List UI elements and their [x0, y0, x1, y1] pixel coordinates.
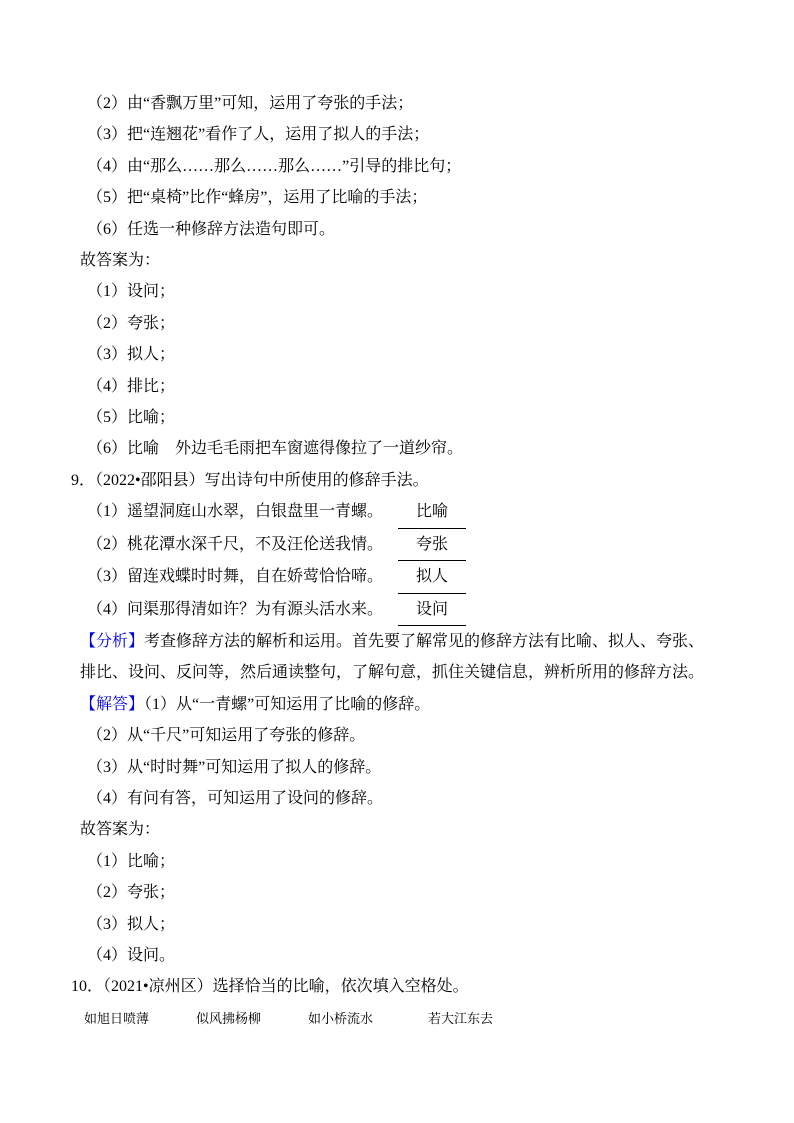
- solution-item: （2）从“千尺”可知运用了夸张的修辞。: [87, 727, 366, 745]
- analysis-text: 排比、设问、反问等，然后通读整句，了解句意，抓住关键信息，辨析所用的修辞方法。: [80, 664, 705, 682]
- option-item: 如小桥流水: [308, 1010, 374, 1026]
- q9-poem-item: [0, 496, 794, 528]
- q9-answer-line: （3）拟人；: [87, 915, 176, 933]
- q8-answer-line: （2）夸张；: [87, 314, 176, 332]
- solution-paragraph-line: [0, 689, 794, 720]
- q10-question-line: [0, 971, 794, 1002]
- solution-section-label: 【解答】: [80, 695, 145, 713]
- poem-text: （2）桃花潭水深千尺，不及汪伦送我情。: [87, 535, 384, 553]
- q9-answer-line: （4）设问。: [87, 946, 176, 964]
- option-item: 如旭日喷薄: [84, 1010, 150, 1026]
- answer-blank[interactable]: [398, 594, 466, 626]
- q10-options-row: [0, 1003, 794, 1034]
- q8-solution-item: （3）把“连翘花”看作了人，运用了拟人的手法；: [87, 126, 430, 144]
- answer-blank-text: 设问: [416, 600, 449, 618]
- answer-blank[interactable]: [398, 529, 466, 561]
- q8-solution-item: （6）任选一种修辞方法造句即可。: [87, 220, 336, 238]
- analysis-paragraph-line: [0, 657, 794, 688]
- q8-answer-line: （1）设问；: [87, 283, 176, 301]
- analysis-paragraph-line: [0, 626, 794, 657]
- q9-poem-item: [0, 561, 794, 593]
- q8-answer-line: （5）比喻；: [87, 409, 176, 427]
- q8-answer-line: （6）比喻 外边毛毛雨把车窗遮得像拉了一道纱帘。: [87, 440, 464, 458]
- poem-text: （4）问渠那得清如许？为有源头活水来。: [87, 600, 384, 618]
- q8-solution-item: （5）把“桌椅”比作“蜂房”，运用了比喻的手法；: [87, 189, 428, 207]
- solution-item: （4）有问有答，可知运用了设问的修辞。: [87, 789, 384, 807]
- solution-text: （1）从“一青螺”可知运用了比喻的修辞。: [144, 695, 431, 713]
- solution-item: （3）从“时时舞”可知运用了拟人的修辞。: [87, 758, 382, 776]
- q9-poem-item: [0, 529, 794, 561]
- answer-blank-text: 夸张: [416, 535, 449, 553]
- q9-number: 9．: [71, 471, 96, 489]
- option-item: 似风拂杨柳: [196, 1010, 262, 1026]
- q8-answer-line: （3）拟人；: [87, 346, 176, 364]
- q8-answer-line: （4）排比；: [87, 377, 176, 395]
- answer-blank-text: 拟人: [416, 568, 449, 586]
- poem-text: （1）遥望洞庭山水翠，白银盘里一青螺。: [87, 503, 384, 521]
- q9-title: （2022•邵阳县）写出诗句中所使用的修辞手法。: [95, 471, 429, 489]
- poem-text: （3）留连戏蝶时时舞，自在娇莺恰恰啼。: [87, 568, 384, 586]
- q8-solution-item: （2）由“香飘万里”可知，运用了夸张的手法；: [87, 95, 414, 112]
- q8-solution-item: （4）由“那么……那么……那么……”引导的排比句；: [87, 157, 462, 175]
- q10-number: 10．: [71, 978, 104, 996]
- answer-blank-text: 比喻: [416, 503, 449, 521]
- answer-blank[interactable]: [398, 496, 466, 528]
- q9-answer-line: （2）夸张；: [87, 884, 176, 902]
- q9-answer-line: （1）比喻；: [87, 852, 176, 870]
- q9-poem-item: [0, 594, 794, 626]
- q8-answer-intro: 故答案为：: [80, 252, 161, 270]
- answer-blank[interactable]: [398, 561, 466, 593]
- analysis-text: 考查修辞方法的解析和运用。首先要了解常见的修辞方法有比喻、拟人、夸张、: [144, 632, 705, 650]
- q10-title: （2021•凉州区）选择恰当的比喻，依次填入空格处。: [103, 978, 469, 996]
- option-item: 若大江东去: [428, 1010, 494, 1026]
- q9-question-line: [0, 465, 794, 496]
- q9-answer-intro: 故答案为：: [80, 821, 161, 839]
- analysis-section-label: 【分析】: [80, 632, 145, 650]
